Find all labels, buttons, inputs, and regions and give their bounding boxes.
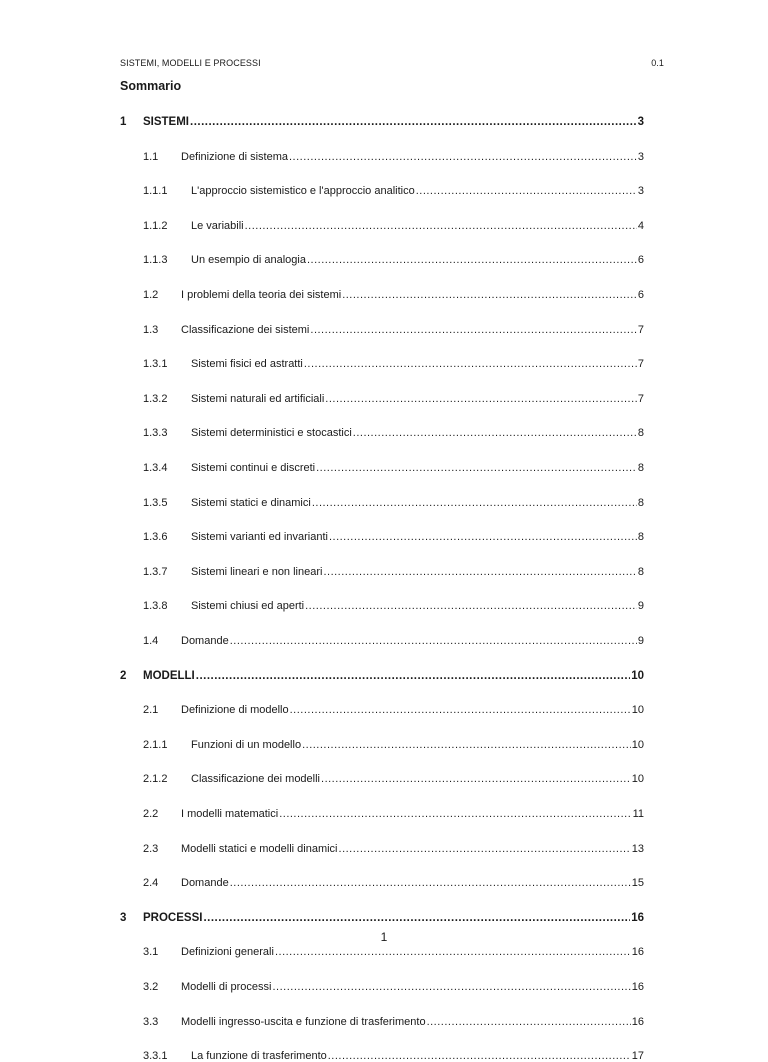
toc-entry[interactable] [143, 254, 644, 266]
toc-entry-number: 3.3.1 [143, 1050, 168, 1062]
page-number: 1 [380, 930, 388, 944]
toc-leader-dots [230, 635, 637, 647]
running-header-title: SISTEMI, MODELLI E PROCESSI [120, 58, 261, 68]
toc-leader-dots [289, 151, 637, 163]
toc-entry-label: Sistemi lineari e non lineari [191, 565, 323, 578]
toc-entry-page: 6 [637, 289, 644, 301]
toc-entry-label: I problemi della teoria dei sistemi [181, 289, 342, 301]
toc-entry-page: 4 [637, 219, 644, 232]
toc-entry-page: 9 [637, 635, 644, 647]
toc-entry[interactable] [143, 531, 644, 543]
toc-entry-page: 10 [631, 669, 644, 682]
toc-entry-page: 8 [637, 462, 644, 474]
toc-entry[interactable] [143, 600, 644, 612]
toc-leader-dots [230, 877, 631, 889]
toc-entry[interactable] [143, 462, 644, 474]
toc-leader-dots [339, 843, 631, 855]
toc-entry-number: 1.4 [143, 635, 159, 647]
toc-entry-label: Modelli statici e modelli dinamici [181, 842, 338, 855]
toc-leader-dots [328, 1050, 631, 1062]
toc-leader-dots [245, 220, 637, 232]
toc-leader-dots [302, 739, 631, 751]
toc-entry-page: 10 [631, 773, 644, 786]
toc-entry-page: 10 [631, 738, 644, 751]
toc-entry[interactable] [143, 773, 644, 785]
toc-entry-label: Sistemi continui e discreti [191, 462, 316, 474]
toc-title: Sommario [120, 79, 182, 93]
toc-leader-dots [279, 808, 631, 820]
toc-entry-page: 8 [637, 531, 644, 544]
toc-entry-label: Sistemi statici e dinamici [191, 496, 311, 509]
toc-entry[interactable] [143, 185, 644, 197]
toc-entry-number: 1.1.3 [143, 254, 168, 267]
toc-entry-page: 7 [637, 323, 644, 336]
toc-entry-page: 16 [631, 1015, 644, 1028]
toc-entry-label: MODELLI [143, 669, 195, 682]
toc-entry-label: PROCESSI [143, 911, 203, 924]
toc-entry[interactable] [143, 808, 644, 820]
toc-entry[interactable] [143, 1016, 644, 1028]
toc-entry-number: 1 [120, 116, 127, 128]
toc-entry-number: 1.1.2 [143, 219, 168, 232]
toc-entry-page: 10 [631, 704, 644, 717]
toc-leader-dots [304, 358, 637, 370]
toc-entry-page: 3 [637, 116, 644, 128]
toc-entry[interactable] [143, 393, 644, 405]
toc-entry[interactable] [143, 981, 644, 993]
toc-entry-page: 16 [631, 911, 644, 924]
toc-entry-label: Sistemi varianti ed invarianti [191, 531, 328, 544]
toc-entry[interactable] [143, 843, 644, 855]
toc-entry-number: 2 [120, 669, 127, 682]
toc-leader-dots [305, 600, 637, 612]
toc-entry[interactable] [143, 220, 644, 232]
toc-entry[interactable] [143, 427, 644, 439]
toc-entry-label: Domande [181, 635, 229, 647]
toc-entry-number: 2.2 [143, 808, 159, 820]
toc-entry-label: Definizione di sistema [181, 150, 288, 163]
toc-entry[interactable] [120, 912, 644, 924]
toc-entry-number: 1.3.1 [143, 358, 168, 371]
toc-entry-number: 1.3.6 [143, 531, 168, 544]
toc-leader-dots [325, 393, 637, 405]
toc-leader-dots [290, 704, 631, 716]
toc-entry-number: 3.1 [143, 946, 159, 959]
toc-entry[interactable] [143, 1050, 644, 1062]
toc-leader-dots [196, 670, 630, 682]
toc-entry-label: I modelli matematici [181, 808, 279, 820]
toc-leader-dots [342, 289, 637, 301]
toc-entry[interactable] [143, 566, 644, 578]
toc-entry-label: Modelli di processi [181, 981, 272, 993]
toc-entry[interactable] [143, 324, 644, 336]
toc-entry-number: 1.3.2 [143, 392, 168, 405]
toc-entry[interactable] [143, 358, 644, 370]
toc-entry-label: Definizioni generali [181, 946, 274, 959]
toc-entry-page: 7 [637, 392, 644, 405]
toc-entry[interactable] [143, 497, 644, 509]
toc-entry-page: 3 [637, 185, 644, 198]
toc-leader-dots [323, 566, 636, 578]
toc-entry-page: 8 [637, 565, 644, 578]
toc-entry-label: Classificazione dei modelli [191, 773, 321, 786]
toc-entry-number: 1.2 [143, 289, 159, 301]
toc-entry-label: SISTEMI [143, 116, 190, 128]
toc-entry-number: 3 [120, 911, 127, 924]
toc-entry-page: 8 [637, 496, 644, 509]
toc-leader-dots [307, 254, 637, 266]
toc-entry[interactable] [143, 151, 644, 163]
toc-entry-page: 11 [632, 808, 644, 820]
toc-entry-number: 2.4 [143, 877, 159, 890]
toc-leader-dots [312, 497, 637, 509]
toc-entry[interactable] [143, 946, 644, 958]
toc-leader-dots [416, 185, 637, 197]
toc-entry-page: 8 [637, 427, 644, 440]
toc-leader-dots [353, 427, 637, 439]
toc-entry[interactable] [120, 116, 644, 128]
toc-entry-page: 17 [631, 1050, 644, 1062]
toc-entry-label: Le variabili [191, 219, 244, 232]
toc-entry-label: Sistemi deterministici e stocastici [191, 427, 352, 440]
toc-entry-label: Un esempio di analogia [191, 254, 306, 267]
toc-entry-number: 3.3 [143, 1015, 159, 1028]
toc-leader-dots [321, 773, 631, 785]
toc-entry-page: 6 [637, 254, 644, 267]
running-header-version: 0.1 [651, 58, 664, 68]
toc-entry-label: Domande [181, 877, 229, 890]
toc-entry-number: 1.3.8 [143, 600, 168, 613]
toc-entry[interactable] [143, 877, 644, 889]
toc-entry-number: 2.1.1 [143, 738, 168, 751]
toc-entry-number: 2.1 [143, 704, 159, 717]
toc-leader-dots [203, 912, 630, 924]
toc-entry-label: Funzioni di un modello [191, 738, 302, 751]
toc-entry-page: 9 [637, 600, 644, 613]
toc-entry-number: 1.3 [143, 323, 159, 336]
toc-leader-dots [272, 981, 630, 993]
toc-entry-number: 1.3.7 [143, 565, 168, 578]
toc-entry-label: Sistemi naturali ed artificiali [191, 392, 325, 405]
toc-entry-label: L'approccio sistemistico e l'approccio analitico [191, 185, 415, 198]
toc-entry[interactable] [143, 289, 644, 301]
toc-entry-label: Modelli ingresso-uscita e funzione di trasferimento [181, 1015, 426, 1028]
toc-leader-dots [310, 324, 636, 336]
toc-leader-dots [316, 462, 637, 474]
toc-entry-number: 3.2 [143, 981, 159, 993]
toc-entry-label: Classificazione dei sistemi [181, 323, 310, 336]
toc-entry-number: 2.1.2 [143, 773, 168, 786]
toc-entry[interactable] [143, 739, 644, 751]
toc-entry-label: Sistemi chiusi ed aperti [191, 600, 305, 613]
toc-entry-page: 16 [631, 981, 644, 993]
toc-entry[interactable] [143, 704, 644, 716]
toc-entry-number: 1.1 [143, 150, 159, 163]
toc-entry-label: Sistemi fisici ed astratti [191, 358, 303, 371]
toc-entry-page: 3 [637, 150, 644, 163]
toc-entry-number: 1.3.3 [143, 427, 168, 440]
toc-entry[interactable] [120, 670, 644, 682]
toc-entry-page: 16 [631, 946, 644, 959]
toc-entry-number: 1.1.1 [143, 185, 168, 198]
toc-entry-label: Definizione di modello [181, 704, 289, 717]
toc-leader-dots [275, 946, 631, 958]
toc-leader-dots [329, 531, 637, 543]
toc-entry-page: 13 [631, 842, 644, 855]
toc-entry-label: La funzione di trasferimento [191, 1050, 327, 1062]
toc-entry[interactable] [143, 635, 644, 647]
toc-entry-page: 15 [631, 877, 644, 890]
toc-leader-dots [427, 1016, 631, 1028]
toc-leader-dots [190, 116, 637, 128]
toc-entry-page: 7 [637, 358, 644, 371]
toc-entry-number: 1.3.5 [143, 496, 168, 509]
toc-entry-number: 1.3.4 [143, 462, 168, 474]
toc-entry-number: 2.3 [143, 842, 159, 855]
